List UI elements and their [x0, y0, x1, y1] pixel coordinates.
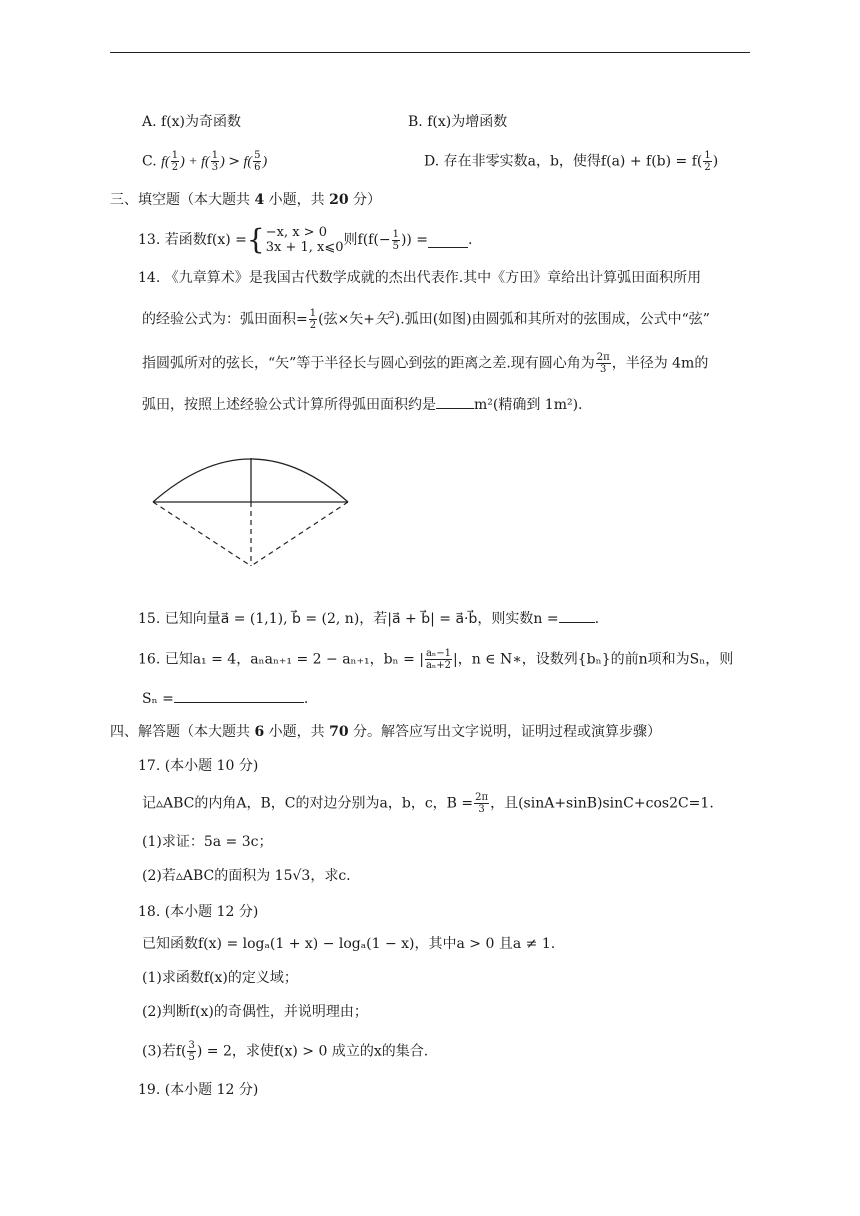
piecewise-cases: −x, x > 0 3x + 1, x⩽0	[265, 225, 344, 255]
piecewise-brace: {	[246, 223, 265, 256]
question-14-line-3: 指圆弧所对的弦长，“矢”等于半径长与圆心到弦的距离之差.现有圆心角为 $\frac{2\pi}{3}$ ，半径为 4m的	[142, 352, 709, 375]
answer-blank	[174, 688, 304, 703]
question-14-line-1: 14. 《九章算术》是我国古代数学成就的杰出代表作.其中《方田》章给出计算弧田面积所用	[138, 270, 702, 286]
question-18-part-1: (1)求函数f(x)的定义域；	[142, 970, 298, 986]
question-14-line-4: 弧田，按照上述经验公式计算所得弧田面积约是 m²(精确到 1m²).	[142, 394, 583, 415]
question-18-stem: 已知函数f(x) = logₐ(1 + x) − logₐ(1 − x)，其中a > 0 且a ≠ 1.	[142, 936, 556, 952]
question-19-header: 19. (本小题 12 分)	[138, 1082, 259, 1098]
question-16-line-2: Sₙ = .	[142, 688, 308, 709]
section-3-title: 三、填空题（本大题共 4 小题，共 20 分）	[110, 192, 382, 208]
answer-blank	[436, 394, 474, 409]
question-16-line-1: 16. 已知a₁ = 4，aₙaₙ₊₁ = 2 − aₙ₊₁，bₙ = | $\frac{\text{aₙ−1}}{\text{aₙ+2}}$ |，n ∈ N∗，设数列{bₙ}的前n项和为Sₙ，则	[138, 648, 734, 671]
header-rule	[110, 52, 750, 53]
section-4-title: 四、解答题（本大题共 6 小题，共 70 分。解答应写出文字说明，证明过程或演算步骤）	[110, 724, 662, 740]
radius-right	[251, 502, 348, 566]
question-14-line-2: 的经验公式为：弧田面积= $\frac{1}{2}$ (弦×矢+矢$^2$).弧田(如图)由圆弧和其所对的弦围成，公式中“弦”	[142, 308, 710, 332]
arc-field-figure	[148, 446, 358, 574]
option-a: A. f(x)为奇函数	[142, 114, 242, 130]
question-17-header: 17. (本小题 10 分)	[138, 758, 259, 774]
question-15: 15. 已知向量a⃗ = (1,1), b⃗ = (2, n)，若|a⃗ + b⃗| = a⃗·b⃗，则实数n = .	[138, 608, 599, 629]
question-17-part-1: (1)求证：5a = 3c；	[142, 834, 273, 850]
answer-blank	[559, 608, 595, 623]
question-18-part-3: (3)若f( $\frac{3}{5}$ ) = 2，求使f(x) > 0 成立的x的集合.	[142, 1040, 429, 1063]
option-d: D. 存在非零实数a，b，使得f(a) + f(b) = f( $\frac{1}{2}$ )	[424, 150, 719, 173]
question-17-stem: 记▵ABC的内角A，B，C的对边分别为a，b，c，B = $\frac{2\pi}{3}$ ，且(sinA+sinB)sinC+cos2C=1.	[142, 792, 714, 815]
question-18-header: 18. (本小题 12 分)	[138, 904, 259, 920]
answer-blank	[428, 233, 468, 248]
question-18-part-2: (2)判断f(x)的奇偶性，并说明理由；	[142, 1004, 368, 1020]
question-13: 13. 若函数f(x) = { −x, x > 0 3x + 1, x⩽0 则f(f(− $\frac{1}{5}$ )) = .	[138, 223, 473, 256]
option-b: B. f(x)为增函数	[408, 114, 508, 130]
radius-left	[153, 502, 251, 566]
question-17-part-2: (2)若▵ABC的面积为 15√3，求c.	[142, 868, 351, 884]
option-c: C. f( $\frac{1}{2}$ ) + f( $\frac{1}{3}$ ) > f( $\frac{5}{6}$ )	[142, 150, 268, 173]
